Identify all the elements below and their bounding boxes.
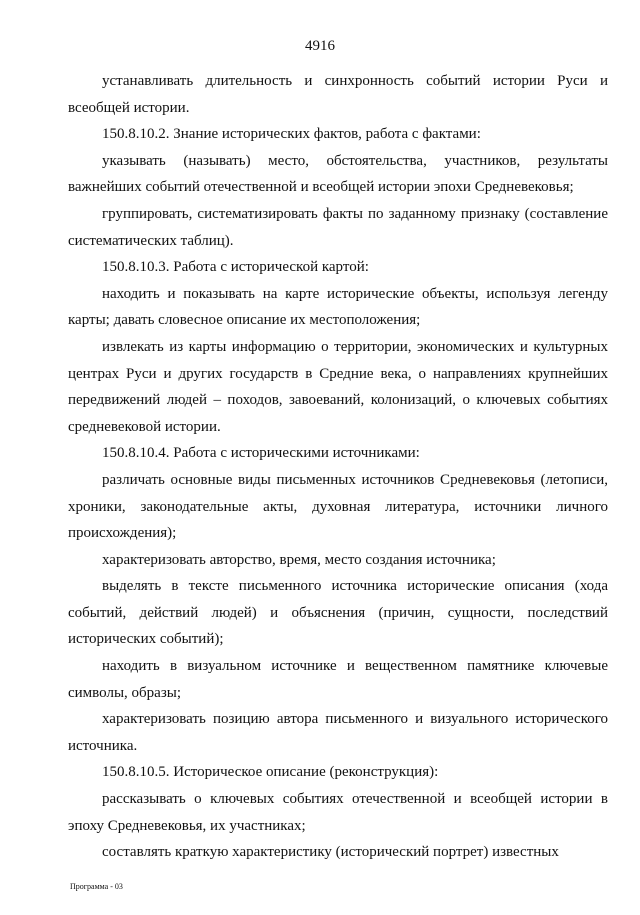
paragraph: характеризовать авторство, время, место создания источника; (102, 551, 496, 568)
section-heading: 150.8.10.2. Знание исторических фактов, работа с фактами: (102, 126, 481, 143)
paragraph: рассказывать о ключевых событиях отечественной и всеобщей истории в эпоху Средневековья, их участниках; (68, 791, 608, 834)
paragraph: группировать, систематизировать факты по заданному признаку (составление систематических таблиц). (68, 205, 608, 249)
section-heading: 150.8.10.4. Работа с историческими источниками: (102, 445, 420, 462)
paragraph: различать основные виды письменных источников Средневековья (летописи, хроники, законодательные акты, духовная литература, источники личного происхождения); (68, 471, 608, 542)
paragraph: извлекать из карты информацию о территории, экономических и культурных центрах Руси и других государств в Средние века, о направлениях крупнейших передвижений людей – походов, завоеваний, колонизаций, о ключевых событиях средневековой истории. (68, 338, 608, 435)
section-heading: 150.8.10.5. Историческое описание (реконструкция): (102, 764, 439, 781)
footer-label: Программа - 03 (70, 882, 123, 891)
paragraph: находить и показывать на карте исторические объекты, используя легенду карты; давать словесное описание их местоположения; (68, 285, 608, 329)
paragraph: находить в визуальном источнике и вещественном памятнике ключевые символы, образы; (68, 658, 608, 701)
paragraph: выделять в тексте письменного источника исторические описания (хода событий, действий людей) и объяснения (причин, сущности, последствий исторических событий); (68, 578, 608, 648)
page-number: 4916 (305, 38, 335, 54)
paragraph: устанавливать длительность и синхронность событий истории Руси и всеобщей истории. (68, 73, 608, 116)
paragraph: составлять краткую характеристику (исторический портрет) известных (102, 844, 559, 861)
paragraph: характеризовать позицию автора письменного и визуального исторического источника. (68, 711, 608, 754)
section-heading: 150.8.10.3. Работа с исторической картой: (102, 259, 369, 276)
paragraph: указывать (называть) место, обстоятельства, участников, результаты важнейших событий отечественной и всеобщей истории эпохи Средневековья; (68, 152, 608, 196)
document-body (68, 68, 608, 866)
